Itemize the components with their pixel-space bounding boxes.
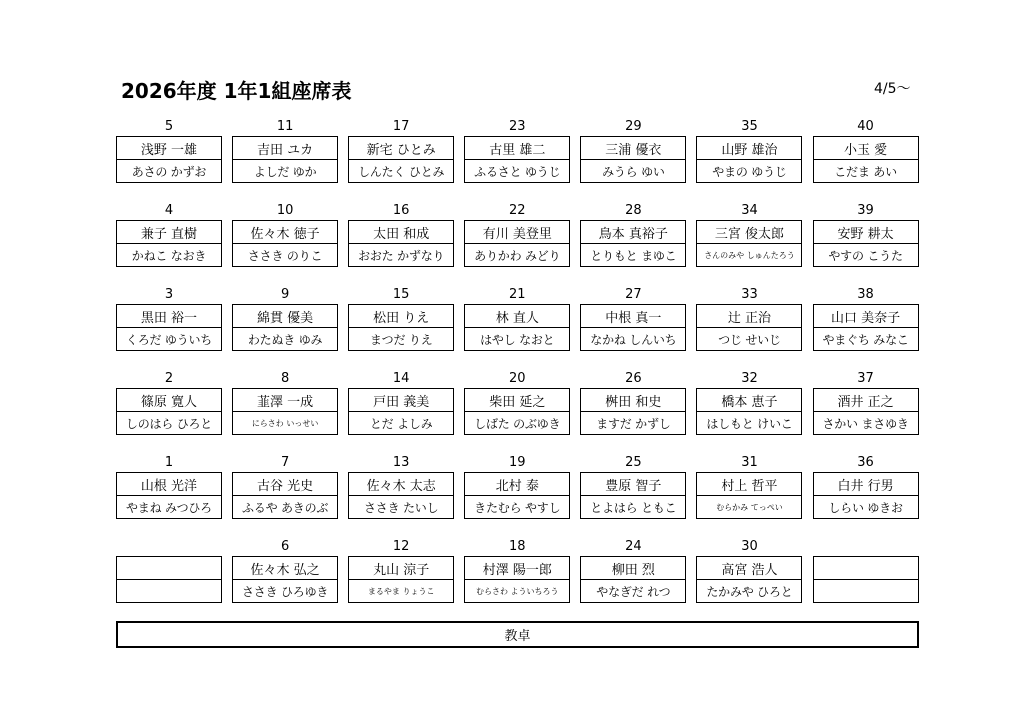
student-kana: ありかわ みどり [474, 248, 561, 263]
seat-number: 6 [280, 539, 290, 554]
seat-number: 28 [625, 203, 642, 218]
seat-number: 34 [741, 203, 758, 218]
student-name: 山口 美奈子 [814, 305, 918, 328]
student-kana: きたむら やすし [474, 500, 561, 515]
seat-box [813, 556, 919, 603]
seat-box [464, 304, 570, 351]
seat-box [348, 556, 454, 603]
student-kana: ささき たいし [363, 500, 439, 515]
seat-number: 19 [509, 455, 526, 470]
seat [813, 370, 919, 434]
student-kana: ふるさと ゆうじ [474, 164, 561, 179]
seat-box [232, 220, 338, 267]
student-name: 三宮 俊太郎 [697, 221, 801, 244]
seat [348, 370, 454, 434]
student-name: 韮澤 一成 [233, 389, 337, 412]
student-kana: くろだ ゆういち [125, 332, 213, 347]
seat-number: 18 [509, 539, 526, 554]
student-name: 松田 りえ [349, 305, 453, 328]
seat [232, 286, 338, 350]
student-name: 古谷 光史 [233, 473, 337, 496]
page-title: 2026年度 1年1組座席表 [121, 79, 352, 103]
student-kana: まるやま りょうこ [367, 586, 435, 596]
seat [696, 118, 802, 182]
student-name: 綿貫 優美 [233, 305, 337, 328]
student-name: 丸山 涼子 [349, 557, 453, 580]
student-name: 辻 正治 [697, 305, 801, 328]
seat [116, 286, 222, 350]
seat-box [696, 304, 802, 351]
student-name: 兼子 直樹 [117, 221, 221, 244]
seat-box [696, 388, 802, 435]
student-name: 篠原 寛人 [117, 389, 221, 412]
student-kana: さかい まさゆき [822, 416, 909, 431]
seat [813, 454, 919, 518]
seat [580, 118, 686, 182]
seat-number: 13 [392, 455, 410, 470]
seat-number: 9 [280, 287, 290, 302]
seat-box [464, 220, 570, 267]
seat-number: 14 [392, 371, 410, 386]
seat-box [813, 220, 919, 267]
seat-number: 17 [392, 119, 410, 134]
seat-number: 40 [857, 119, 874, 134]
student-kana: しんたく ひとみ [358, 164, 445, 179]
student-name: 北村 泰 [465, 473, 569, 496]
seat-number: 22 [509, 203, 526, 218]
student-name: 村澤 陽一郎 [465, 557, 569, 580]
student-kana: にらさわ いっせい [251, 418, 319, 428]
seat-number: 5 [164, 119, 174, 134]
seat [813, 286, 919, 350]
student-kana: しばた のぶゆき [474, 416, 561, 431]
student-kana: なかね しんいち [590, 332, 677, 347]
student-kana: まつだ りえ [369, 332, 433, 347]
date-label: 4/5〜 [874, 81, 911, 97]
seat-number: 31 [741, 455, 758, 470]
seat [116, 118, 222, 182]
student-kana: やなぎだ れつ [596, 584, 671, 599]
student-name: 戸田 義美 [349, 389, 453, 412]
seat-number: 36 [857, 455, 874, 470]
seat-box [696, 556, 802, 603]
student-name: 桝田 和史 [581, 389, 685, 412]
seat-number: 35 [741, 119, 758, 134]
student-kana: こだま あい [834, 164, 897, 179]
seat-box [116, 220, 222, 267]
seat-empty [813, 538, 919, 602]
student-kana: みうら ゆい [602, 164, 665, 179]
seat [464, 202, 570, 266]
seat-box [116, 304, 222, 351]
student-name: 佐々木 弘之 [233, 557, 337, 580]
student-kana: とよはら ともこ [590, 500, 677, 515]
seat-grid [116, 118, 919, 602]
student-kana: しらい ゆきお [828, 500, 903, 515]
student-kana: ささき ひろゆき [241, 584, 329, 599]
seat [580, 202, 686, 266]
seat-number: 20 [509, 371, 526, 386]
student-name: 三浦 優衣 [581, 137, 685, 160]
student-name: 柳田 烈 [581, 557, 685, 580]
student-name: 白井 行男 [814, 473, 918, 496]
student-name [814, 557, 918, 580]
seat [348, 286, 454, 350]
seat-number: 21 [509, 287, 526, 302]
student-kana [117, 580, 221, 602]
student-name: 中根 真一 [581, 305, 685, 328]
seat [464, 538, 570, 602]
student-kana: おおた かずなり [358, 248, 445, 263]
student-kana: しのはら ひろと [125, 416, 213, 431]
student-kana: むらかみ てっぺい [716, 502, 783, 512]
seat-box [580, 220, 686, 267]
seat [580, 454, 686, 518]
student-kana: ふるや あきのぶ [241, 500, 329, 515]
student-name: 安野 耕太 [814, 221, 918, 244]
seat [116, 454, 222, 518]
seat-number: 30 [741, 539, 758, 554]
seat-number: 2 [164, 371, 174, 386]
seat-box [580, 388, 686, 435]
seat [464, 370, 570, 434]
seat-box [348, 304, 454, 351]
seat-box [813, 136, 919, 183]
seat-box [464, 136, 570, 183]
seat [580, 538, 686, 602]
seat [464, 118, 570, 182]
seat [696, 454, 802, 518]
student-name: 佐々木 徳子 [233, 221, 337, 244]
student-name: 浅野 一雄 [117, 137, 221, 160]
seat [696, 202, 802, 266]
seat-box [580, 136, 686, 183]
student-name: 山野 雄治 [697, 137, 801, 160]
seat-number: 15 [392, 287, 410, 302]
student-name: 柴田 延之 [465, 389, 569, 412]
student-name: 古里 雄二 [465, 137, 569, 160]
seat-number: 23 [509, 119, 526, 134]
seat [232, 118, 338, 182]
seat-number: 32 [741, 371, 758, 386]
student-kana [814, 580, 918, 602]
seat-number: 38 [857, 287, 874, 302]
seat-number: 12 [392, 539, 410, 554]
student-name: 鳥本 真裕子 [581, 221, 685, 244]
seat-box [348, 472, 454, 519]
seat-box [813, 472, 919, 519]
seat [464, 454, 570, 518]
seat-number: 25 [625, 455, 642, 470]
seat [813, 202, 919, 266]
student-kana: やまの ゆうじ [712, 164, 787, 179]
seat-box [116, 472, 222, 519]
student-kana: はしもと けいこ [706, 416, 793, 431]
seat-number: 37 [857, 371, 874, 386]
seat-box [232, 388, 338, 435]
student-name: 豊原 智子 [581, 473, 685, 496]
student-name: 黒田 裕一 [117, 305, 221, 328]
seat [348, 454, 454, 518]
seat-number: 10 [276, 203, 294, 218]
seat [696, 286, 802, 350]
seat [232, 454, 338, 518]
seat-number: 39 [857, 203, 874, 218]
seat [696, 370, 802, 434]
seat-box [696, 136, 802, 183]
student-name: 高宮 浩人 [697, 557, 801, 580]
seat-box [232, 136, 338, 183]
seat [232, 370, 338, 434]
student-name: 酒井 正之 [814, 389, 918, 412]
student-kana: たかみや ひろと [706, 584, 793, 599]
student-kana: さんのみや しゅんたろう [704, 250, 795, 260]
student-kana: つじ せいじ [718, 332, 781, 347]
seat-box [464, 556, 570, 603]
student-kana: ささき のりこ [247, 248, 323, 263]
seat-number: 1 [164, 455, 174, 470]
student-kana: かねこ なおき [131, 248, 207, 263]
seat [580, 370, 686, 434]
seat-number: 16 [392, 203, 410, 218]
seat-number: 7 [280, 455, 290, 470]
seat-box [696, 220, 802, 267]
student-kana: むらさわ よういちろう [476, 586, 559, 596]
student-kana: あさの かずお [131, 164, 207, 179]
seat [232, 538, 338, 602]
seat-box [813, 304, 919, 351]
seat-box [232, 472, 338, 519]
student-name: 太田 和成 [349, 221, 453, 244]
seat-box [348, 388, 454, 435]
seat-box [232, 556, 338, 603]
student-kana: やまぐち みなこ [822, 332, 909, 347]
seat-number: 29 [625, 119, 642, 134]
seat-number: 27 [625, 287, 642, 302]
seat-box [232, 304, 338, 351]
seat-box [464, 472, 570, 519]
seat-box [580, 472, 686, 519]
student-kana: よしだ ゆか [253, 164, 317, 179]
seat-number: 11 [276, 119, 294, 134]
seat [116, 202, 222, 266]
seat-box [580, 304, 686, 351]
seat [348, 118, 454, 182]
student-name: 橋本 恵子 [697, 389, 801, 412]
seat-number: 33 [741, 287, 758, 302]
seat-box [813, 388, 919, 435]
seat-number: 3 [164, 287, 174, 302]
student-name: 村上 哲平 [697, 473, 801, 496]
seat-box [696, 472, 802, 519]
student-name [117, 557, 221, 580]
seat-box [116, 136, 222, 183]
seat [116, 370, 222, 434]
student-kana: ますだ かずし [596, 416, 671, 431]
student-name: 吉田 ユカ [233, 137, 337, 160]
seat-box [464, 388, 570, 435]
seat-box [116, 556, 222, 603]
seat-box [348, 220, 454, 267]
student-name: 林 直人 [465, 305, 569, 328]
student-name: 山根 光洋 [117, 473, 221, 496]
student-kana: とだ よしみ [369, 416, 433, 431]
seat [696, 538, 802, 602]
seat-box [116, 388, 222, 435]
student-name: 有川 美登里 [465, 221, 569, 244]
seat-number: 24 [625, 539, 642, 554]
student-name: 新宅 ひとみ [349, 137, 453, 160]
seat-number: 26 [625, 371, 642, 386]
student-kana: わたぬき ゆみ [247, 332, 323, 347]
student-name: 小玉 愛 [814, 137, 918, 160]
seat-empty [116, 538, 222, 602]
seat-number: 4 [164, 203, 174, 218]
student-kana: とりもと まゆこ [590, 248, 677, 263]
seat [348, 538, 454, 602]
student-kana: やすの こうた [828, 248, 903, 263]
seat-number: 8 [280, 371, 290, 386]
student-kana: やまね みつひろ [126, 500, 212, 515]
seat-box [580, 556, 686, 603]
student-kana: はやし なおと [480, 332, 555, 347]
seat [348, 202, 454, 266]
student-name: 佐々木 太志 [349, 473, 453, 496]
seat-box [348, 136, 454, 183]
seat [813, 118, 919, 182]
seat [464, 286, 570, 350]
teacher-desk: 教卓 [116, 621, 919, 648]
seat [580, 286, 686, 350]
seat [232, 202, 338, 266]
